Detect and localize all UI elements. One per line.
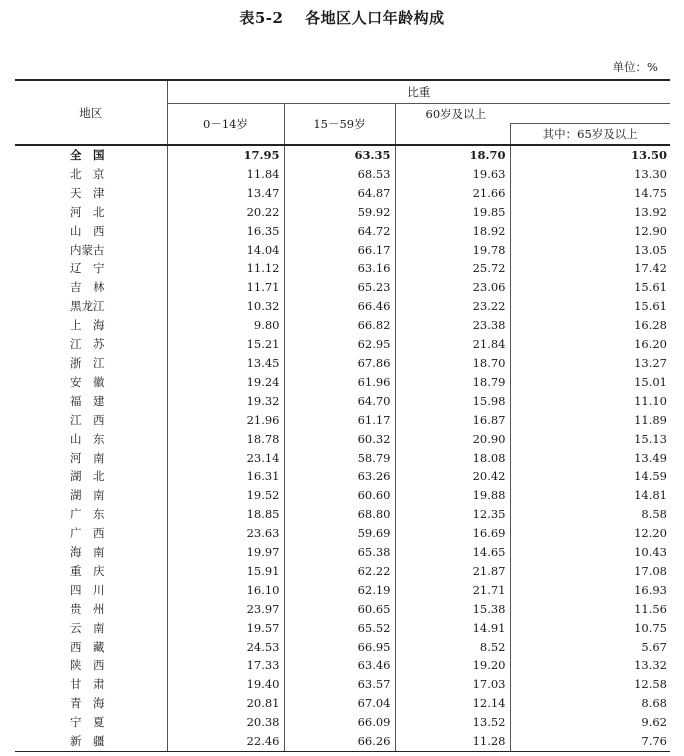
cell-region: 西 藏: [15, 638, 167, 657]
cell-age-15-59: 60.60: [284, 486, 395, 505]
cell-age-60-plus: 18.79: [395, 373, 510, 392]
table-row: [15, 732, 670, 751]
cell-region: 湖 南: [15, 486, 167, 505]
table-row: [15, 278, 670, 297]
cell-region: 黑龙江: [15, 297, 167, 316]
table-row: [15, 467, 670, 486]
cell-region: 湖 北: [15, 467, 167, 486]
cell-age-15-59: 66.95: [284, 638, 395, 657]
table-row: [15, 543, 670, 562]
cell-region: 山 西: [15, 222, 167, 241]
cell-age-15-59: 60.65: [284, 600, 395, 619]
cell-age-15-59: 63.46: [284, 656, 395, 675]
cell-age-0-14: 16.35: [167, 222, 284, 241]
cell-age-60-plus: 21.66: [395, 184, 510, 203]
table-row: [15, 165, 670, 184]
cell-age-0-14: 20.38: [167, 713, 284, 732]
cell-age-15-59: 62.22: [284, 562, 395, 581]
cell-region: 吉 林: [15, 278, 167, 297]
cell-region: 安 徽: [15, 373, 167, 392]
cell-age-15-59: 66.26: [284, 732, 395, 751]
cell-age-65-plus: 15.01: [634, 374, 667, 389]
cell-age-60-plus: 20.42: [395, 467, 510, 486]
cell-age-65-plus: 16.93: [634, 582, 667, 597]
table-row: [15, 486, 670, 505]
cell-age-60-plus: 17.03: [395, 675, 510, 694]
cell-region: 四 川: [15, 581, 167, 600]
cell-region: 广 西: [15, 524, 167, 543]
cell-age-60-plus: 20.90: [395, 430, 510, 449]
cell-age-0-14: 19.24: [167, 373, 284, 392]
cell-age-15-59: 58.79: [284, 449, 395, 468]
cell-age-0-14: 14.04: [167, 241, 284, 260]
table-title-text: 各地区人口年龄构成: [305, 9, 445, 27]
header-age-65-plus: 其中：65岁及以上: [510, 124, 670, 146]
cell-region: 重 庆: [15, 562, 167, 581]
cell-age-15-59: 59.69: [284, 524, 395, 543]
cell-age-60-plus: 19.20: [395, 656, 510, 675]
cell-age-0-14: 23.63: [167, 524, 284, 543]
cell-age-65-plus: 8.68: [641, 696, 667, 711]
cell-age-15-59: 59.92: [284, 203, 395, 222]
cell-age-60-plus: 11.28: [395, 732, 510, 751]
table-row: [15, 675, 670, 694]
cell-age-65-plus: 13.32: [634, 658, 667, 673]
cell-age-65-plus: 12.58: [634, 677, 667, 692]
cell-age-60-plus: 18.92: [395, 222, 510, 241]
header-age-15-59: 15－59岁: [284, 104, 395, 146]
cell-age-60-plus: 14.91: [395, 619, 510, 638]
cell-age-0-14: 15.21: [167, 335, 284, 354]
table-title: [0, 7, 684, 28]
cell-age-0-14: 9.80: [167, 316, 284, 335]
cell-age-0-14: 16.31: [167, 467, 284, 486]
cell-region: 河 北: [15, 203, 167, 222]
table-row: [15, 581, 670, 600]
cell-age-65-plus: 12.90: [634, 223, 667, 238]
table-row: [15, 600, 670, 619]
cell-age-60-plus: 15.98: [395, 392, 510, 411]
cell-region: 广 东: [15, 505, 167, 524]
cell-age-15-59: 67.04: [284, 694, 395, 713]
cell-age-0-14: 24.53: [167, 638, 284, 657]
cell-age-15-59: 62.95: [284, 335, 395, 354]
cell-age-60-plus: 23.22: [395, 297, 510, 316]
header-age-60-plus: 60岁及以上: [425, 106, 487, 121]
cell-age-15-59: 67.86: [284, 354, 395, 373]
cell-age-60-plus: 21.87: [395, 562, 510, 581]
cell-age-0-14: 19.52: [167, 486, 284, 505]
cell-age-0-14: 15.91: [167, 562, 284, 581]
table-row: [15, 524, 670, 543]
cell-age-60-plus: 19.63: [395, 165, 510, 184]
cell-age-0-14: 13.47: [167, 184, 284, 203]
cell-age-15-59: 65.52: [284, 619, 395, 638]
cell-age-60-plus: 21.84: [395, 335, 510, 354]
cell-age-15-59: 66.46: [284, 297, 395, 316]
cell-age-15-59: 66.82: [284, 316, 395, 335]
cell-age-0-14: 20.81: [167, 694, 284, 713]
cell-age-15-59: 64.72: [284, 222, 395, 241]
table-row: [15, 430, 670, 449]
cell-age-15-59: 65.23: [284, 278, 395, 297]
cell-age-60-plus: 19.88: [395, 486, 510, 505]
cell-age-65-plus: 12.20: [634, 526, 667, 541]
cell-age-0-14: 10.32: [167, 297, 284, 316]
cell-age-15-59: 66.17: [284, 241, 395, 260]
cell-region: 贵 州: [15, 600, 167, 619]
cell-age-15-59: 61.17: [284, 411, 395, 430]
cell-age-60-plus: 18.70: [395, 145, 510, 165]
table-row: [15, 354, 670, 373]
cell-region: 天 津: [15, 184, 167, 203]
cell-age-15-59: 63.57: [284, 675, 395, 694]
table-row: [15, 694, 670, 713]
table-row: [15, 562, 670, 581]
cell-age-15-59: 61.96: [284, 373, 395, 392]
cell-region: 宁 夏: [15, 713, 167, 732]
cell-region: 青 海: [15, 694, 167, 713]
cell-age-60-plus: 25.72: [395, 259, 510, 278]
header-ratio: 比重: [167, 80, 670, 104]
cell-age-15-59: 65.38: [284, 543, 395, 562]
cell-age-15-59: 68.80: [284, 505, 395, 524]
cell-age-60-plus: 14.65: [395, 543, 510, 562]
table-body: [15, 145, 670, 752]
cell-age-15-59: 63.35: [284, 145, 395, 165]
cell-region: 北 京: [15, 165, 167, 184]
cell-age-65-plus: 16.20: [634, 337, 667, 352]
cell-age-0-14: 16.10: [167, 581, 284, 600]
cell-age-0-14: 19.32: [167, 392, 284, 411]
cell-age-65-plus: 15.61: [634, 280, 667, 295]
cell-age-60-plus: 18.08: [395, 449, 510, 468]
cell-age-0-14: 23.14: [167, 449, 284, 468]
cell-age-60-plus: 16.87: [395, 411, 510, 430]
cell-age-0-14: 17.95: [167, 145, 284, 165]
cell-region: 辽 宁: [15, 259, 167, 278]
table-row: [15, 656, 670, 675]
table-row: [15, 184, 670, 203]
cell-age-15-59: 63.16: [284, 259, 395, 278]
cell-age-60-plus: 19.78: [395, 241, 510, 260]
cell-age-0-14: 11.84: [167, 165, 284, 184]
table-row: [15, 638, 670, 657]
cell-age-15-59: 60.32: [284, 430, 395, 449]
cell-age-65-plus: 5.67: [641, 639, 667, 654]
cell-age-65-plus: 11.89: [634, 412, 667, 427]
cell-age-0-14: 13.45: [167, 354, 284, 373]
cell-age-60-plus: 19.85: [395, 203, 510, 222]
cell-region: 陕 西: [15, 656, 167, 675]
cell-age-0-14: 11.12: [167, 259, 284, 278]
table-row: [15, 373, 670, 392]
table-row-total: [15, 145, 670, 165]
cell-region: 浙 江: [15, 354, 167, 373]
cell-age-60-plus: 13.52: [395, 713, 510, 732]
cell-region: 上 海: [15, 316, 167, 335]
cell-age-65-plus: 10.75: [634, 620, 667, 635]
cell-age-60-plus: 23.06: [395, 278, 510, 297]
cell-age-0-14: 19.57: [167, 619, 284, 638]
cell-age-15-59: 66.09: [284, 713, 395, 732]
cell-age-65-plus: 13.92: [634, 204, 667, 219]
table-row: [15, 392, 670, 411]
cell-age-0-14: 22.46: [167, 732, 284, 751]
header-region: 地区: [15, 80, 167, 145]
cell-age-15-59: 64.70: [284, 392, 395, 411]
cell-age-0-14: 19.97: [167, 543, 284, 562]
cell-age-65-plus: 15.13: [634, 431, 667, 446]
table-row: [15, 449, 670, 468]
table-row: [15, 335, 670, 354]
cell-region: 新 疆: [15, 732, 167, 751]
header-spacer: [395, 124, 510, 146]
cell-region: 内蒙古: [15, 241, 167, 260]
cell-age-65-plus: 13.05: [634, 242, 667, 257]
cell-region: 海 南: [15, 543, 167, 562]
cell-age-0-14: 17.33: [167, 656, 284, 675]
table-row: [15, 505, 670, 524]
header-age-0-14: 0－14岁: [167, 104, 284, 146]
cell-region: 河 南: [15, 449, 167, 468]
cell-age-60-plus: 16.69: [395, 524, 510, 543]
cell-age-65-plus: 16.28: [634, 318, 667, 333]
cell-age-65-plus: 13.30: [634, 166, 667, 181]
cell-age-65-plus: 13.50: [630, 148, 667, 162]
cell-age-65-plus: 13.49: [634, 450, 667, 465]
cell-age-65-plus: 14.81: [634, 488, 667, 503]
table-row: [15, 619, 670, 638]
cell-age-15-59: 62.19: [284, 581, 395, 600]
cell-age-15-59: 63.26: [284, 467, 395, 486]
cell-age-65-plus: 14.59: [634, 469, 667, 484]
cell-age-0-14: 20.22: [167, 203, 284, 222]
cell-age-60-plus: 12.14: [395, 694, 510, 713]
cell-region: 江 西: [15, 411, 167, 430]
table-row: [15, 241, 670, 260]
cell-age-0-14: 21.96: [167, 411, 284, 430]
cell-age-0-14: 19.40: [167, 675, 284, 694]
age-structure-table: [15, 79, 670, 752]
cell-age-65-plus: 9.62: [641, 715, 667, 730]
cell-age-60-plus: 23.38: [395, 316, 510, 335]
cell-age-65-plus: 17.08: [634, 563, 667, 578]
cell-age-65-plus: 17.42: [634, 261, 667, 276]
cell-age-65-plus: 7.76: [510, 732, 670, 751]
table-row: [15, 297, 670, 316]
cell-age-65-plus: 8.58: [641, 507, 667, 522]
cell-age-0-14: 18.78: [167, 430, 284, 449]
cell-age-60-plus: 21.71: [395, 581, 510, 600]
table-row: [15, 259, 670, 278]
table-row: [15, 713, 670, 732]
cell-region: 山 东: [15, 430, 167, 449]
cell-age-60-plus: 18.70: [395, 354, 510, 373]
cell-region: 云 南: [15, 619, 167, 638]
cell-age-15-59: 64.87: [284, 184, 395, 203]
cell-age-0-14: 18.85: [167, 505, 284, 524]
table-row: [15, 222, 670, 241]
table-row: [15, 316, 670, 335]
cell-age-65-plus: 11.56: [634, 601, 667, 616]
cell-age-65-plus: 10.43: [634, 545, 667, 560]
cell-age-65-plus: 11.10: [634, 393, 667, 408]
cell-age-65-plus: 14.75: [634, 185, 667, 200]
cell-age-0-14: 11.71: [167, 278, 284, 297]
cell-region: 全 国: [15, 145, 167, 165]
cell-region: 江 苏: [15, 335, 167, 354]
cell-age-0-14: 23.97: [167, 600, 284, 619]
table-row: [15, 203, 670, 222]
cell-age-65-plus: 15.61: [634, 299, 667, 314]
cell-region: 福 建: [15, 392, 167, 411]
table-row: [15, 411, 670, 430]
cell-age-60-plus: 12.35: [395, 505, 510, 524]
table-number: 表5-2: [239, 9, 284, 27]
cell-age-15-59: 68.53: [284, 165, 395, 184]
cell-region: 甘 肃: [15, 675, 167, 694]
unit-label: 单位：%: [612, 60, 658, 74]
cell-age-60-plus: 15.38: [395, 600, 510, 619]
cell-age-65-plus: 13.27: [634, 355, 667, 370]
cell-age-60-plus: 8.52: [395, 638, 510, 657]
